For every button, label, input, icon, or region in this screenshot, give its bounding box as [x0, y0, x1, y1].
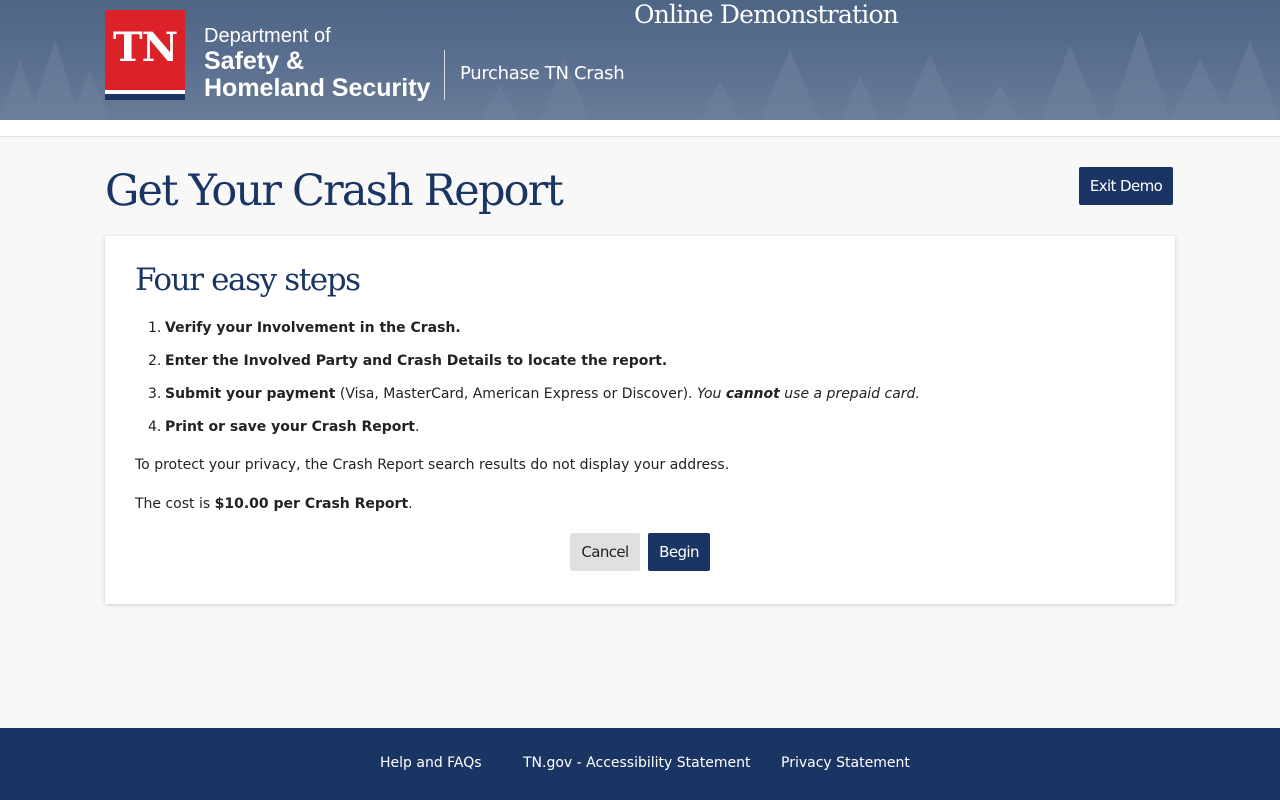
step-text: Enter the Involved Party and Crash Details to locate the report. [165, 353, 668, 369]
cost-note: The cost is $10.00 per Crash Report. [135, 496, 413, 512]
privacy-note: To protect your privacy, the Crash Report search results do not display your address. [135, 457, 730, 473]
cancel-button[interactable]: Cancel [570, 533, 640, 571]
footer-link-help-faqs[interactable]: Help and FAQs [380, 755, 482, 771]
site-footer [0, 728, 1280, 800]
step-number: 3. [148, 386, 162, 402]
footer-link-privacy[interactable]: Privacy Statement [781, 755, 910, 771]
begin-button[interactable]: Begin [648, 533, 710, 571]
exit-demo-button[interactable]: Exit Demo [1079, 167, 1173, 205]
step-number: 2. [148, 353, 162, 369]
department-line-2: Safety & [204, 47, 305, 75]
department-line-1: Department of [204, 25, 331, 47]
step-detail: (Visa, MasterCard, American Express or Discover). [335, 386, 697, 402]
department-line-3: Homeland Security [204, 74, 431, 102]
step-warning: You cannot use a prepaid card. [696, 386, 920, 402]
demo-banner: Online Demonstration [634, 0, 899, 29]
cost-amount: $10.00 per Crash Report [214, 496, 409, 512]
tn-logo[interactable] [105, 10, 185, 100]
step-text: Verify your Involvement in the Crash. [165, 320, 461, 336]
step-text: Print or save your Crash Report [165, 419, 415, 435]
footer-link-accessibility[interactable]: TN.gov - Accessibility Statement [523, 755, 751, 771]
card-title: Four easy steps [135, 262, 360, 298]
step-text: Submit your payment [165, 386, 336, 402]
step-number: 4. [148, 419, 162, 435]
site-header [0, 0, 1280, 120]
header-divider [444, 50, 445, 100]
step-number: 1. [148, 320, 162, 336]
department-name [204, 24, 430, 102]
steps-card: Four easy steps 1. Verify your Involvement in the Crash. 2. Enter the Involved Party and Crash Details to locate the report. 3. Submit your payment (Visa, MasterCard, American Express or Discover). You cannot use a prepaid card. 4. Print or save your Crash Report. To protect your privacy, the Crash Report search results do not display your address. The cost is $10.00 per Crash Report. Cancel Begin [105, 236, 1175, 604]
page-title: Get Your Crash Report [105, 166, 562, 216]
app-name[interactable]: Purchase TN Crash [460, 63, 625, 84]
header-strip [0, 120, 1280, 137]
tn-logo-text: TN [112, 24, 178, 71]
